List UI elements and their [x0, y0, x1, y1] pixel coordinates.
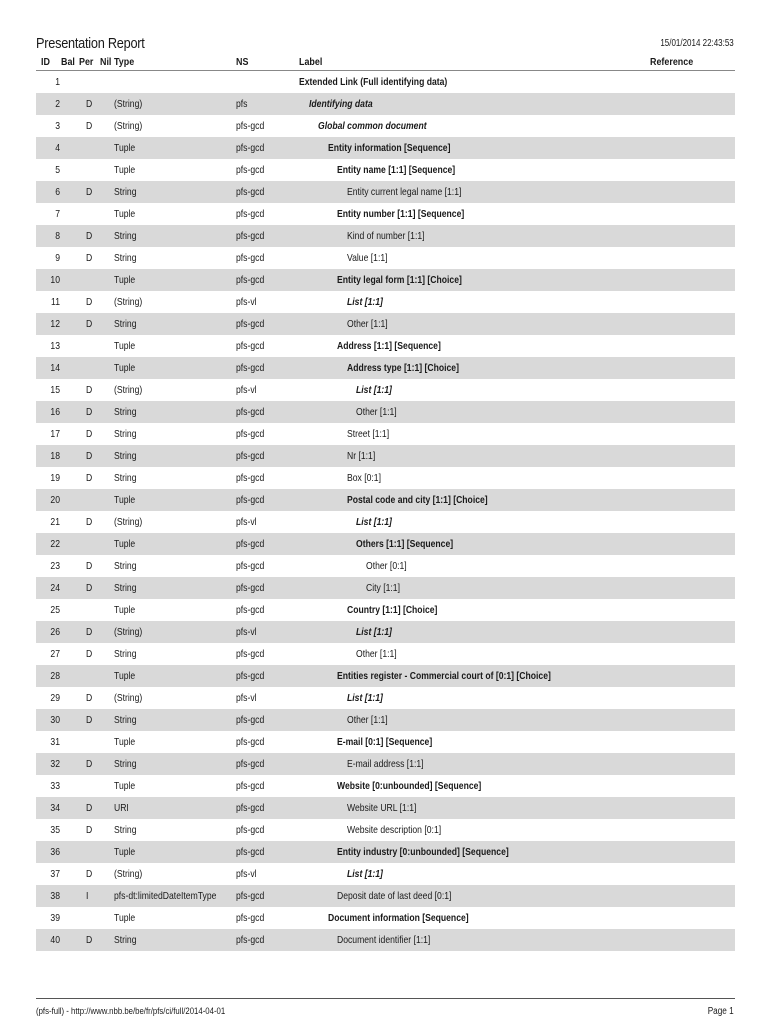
- row-bal: D: [86, 692, 93, 704]
- row-ns: pfs-gcd: [236, 846, 265, 858]
- row-id: 38: [50, 890, 60, 902]
- table-row: [36, 379, 735, 401]
- row-bal: D: [86, 186, 93, 198]
- row-type: (String): [114, 516, 143, 528]
- row-label: List [1:1]: [346, 868, 383, 880]
- row-bal: D: [86, 824, 93, 836]
- row-id: 23: [50, 560, 60, 572]
- table-row: [36, 599, 735, 621]
- row-id: 16: [50, 406, 60, 418]
- row-id: 29: [50, 692, 60, 704]
- row-label: Extended Link (Full identifying data): [299, 76, 448, 88]
- row-label: Website description [0:1]: [346, 824, 441, 836]
- row-type: pfs-dt:limitedDateItemType: [114, 890, 217, 902]
- row-ns: pfs-gcd: [236, 318, 265, 330]
- col-per: Per: [79, 56, 94, 68]
- row-ns: pfs-gcd: [236, 142, 265, 154]
- row-type: (String): [114, 120, 143, 132]
- row-type: (String): [114, 296, 143, 308]
- row-ns: pfs-gcd: [236, 120, 265, 132]
- row-bal: D: [86, 648, 93, 660]
- row-ns: pfs-gcd: [236, 186, 265, 198]
- row-label: Postal code and city [1:1] [Choice]: [346, 494, 488, 506]
- row-ns: pfs-gcd: [236, 802, 265, 814]
- row-type: String: [114, 560, 137, 572]
- row-bal: D: [86, 758, 93, 770]
- table-row: [36, 775, 735, 797]
- row-ns: pfs-gcd: [236, 780, 265, 792]
- row-label: Website URL [1:1]: [346, 802, 416, 814]
- row-type: String: [114, 714, 137, 726]
- row-ns: pfs-gcd: [236, 934, 265, 946]
- row-label: Entity information [Sequence]: [327, 142, 450, 154]
- row-type: (String): [114, 868, 143, 880]
- table-row: [36, 159, 735, 181]
- row-ns: pfs-vl: [236, 384, 257, 396]
- row-bal: D: [86, 472, 93, 484]
- col-ns: NS: [236, 56, 249, 68]
- row-bal: D: [86, 384, 93, 396]
- row-id: 40: [50, 934, 60, 946]
- row-label: Value [1:1]: [346, 252, 388, 264]
- row-type: (String): [114, 384, 143, 396]
- row-type: Tuple: [114, 164, 136, 176]
- table-row: [36, 885, 735, 907]
- row-id: 31: [50, 736, 60, 748]
- row-bal: D: [86, 626, 93, 638]
- row-label: Street [1:1]: [346, 428, 389, 440]
- row-ns: pfs-gcd: [236, 670, 265, 682]
- row-id: 20: [50, 494, 60, 506]
- table-row: [36, 643, 735, 665]
- table-row: [36, 247, 735, 269]
- table-row: [36, 445, 735, 467]
- row-ns: pfs-gcd: [236, 362, 265, 374]
- row-label: E-mail address [1:1]: [346, 758, 424, 770]
- row-label: List [1:1]: [356, 626, 392, 638]
- row-bal: D: [86, 450, 93, 462]
- row-id: 13: [50, 340, 60, 352]
- row-label: E-mail [0:1] [Sequence]: [337, 736, 433, 748]
- row-ns: pfs: [236, 98, 248, 110]
- row-ns: pfs-vl: [236, 296, 257, 308]
- row-bal: D: [86, 868, 93, 880]
- row-label: Website [0:unbounded] [Sequence]: [337, 780, 482, 792]
- row-ns: pfs-gcd: [236, 824, 265, 836]
- row-label: Entity name [1:1] [Sequence]: [337, 164, 456, 176]
- table-row: [36, 555, 735, 577]
- row-label: Kind of number [1:1]: [346, 230, 425, 242]
- table-row: [36, 863, 735, 885]
- row-type: String: [114, 428, 137, 440]
- row-id: 6: [55, 186, 60, 198]
- row-id: 7: [55, 208, 60, 220]
- row-label: Nr [1:1]: [346, 450, 375, 462]
- row-label: Entity current legal name [1:1]: [346, 186, 461, 198]
- table-row: [36, 687, 735, 709]
- row-label: Identifying data: [308, 98, 373, 110]
- row-id: 24: [50, 582, 60, 594]
- row-label: Entities register - Commercial court of [0:1] [Choice]: [337, 670, 551, 682]
- row-id: 9: [55, 252, 60, 264]
- table-row: [36, 665, 735, 687]
- row-bal: D: [86, 516, 93, 528]
- row-ns: pfs-gcd: [236, 252, 265, 264]
- table-row: [36, 225, 735, 247]
- row-label: Other [1:1]: [356, 406, 397, 418]
- row-ns: pfs-gcd: [236, 208, 265, 220]
- row-ns: pfs-gcd: [236, 428, 265, 440]
- row-type: (String): [114, 626, 143, 638]
- table-row: [36, 313, 735, 335]
- row-type: Tuple: [114, 846, 136, 858]
- row-bal: D: [86, 582, 93, 594]
- row-id: 21: [50, 516, 60, 528]
- row-type: String: [114, 450, 137, 462]
- row-type: String: [114, 472, 137, 484]
- table-row: [36, 71, 735, 93]
- row-ns: pfs-gcd: [236, 582, 265, 594]
- row-type: String: [114, 934, 137, 946]
- table-row: [36, 291, 735, 313]
- table-row: [36, 797, 735, 819]
- row-type: Tuple: [114, 780, 136, 792]
- row-type: Tuple: [114, 208, 136, 220]
- row-ns: pfs-gcd: [236, 472, 265, 484]
- row-id: 3: [55, 120, 60, 132]
- table-row: [36, 335, 735, 357]
- row-label: Other [1:1]: [356, 648, 397, 660]
- row-id: 5: [55, 164, 60, 176]
- row-label: List [1:1]: [346, 296, 383, 308]
- row-ns: pfs-gcd: [236, 164, 265, 176]
- report-title: Presentation Report: [36, 35, 145, 52]
- table-row: [36, 577, 735, 599]
- row-type: URI: [114, 802, 129, 814]
- table-row: [36, 93, 735, 115]
- row-id: 1: [55, 76, 60, 88]
- col-nil: Nil: [100, 56, 112, 68]
- table-row: [36, 401, 735, 423]
- row-ns: pfs-gcd: [236, 604, 265, 616]
- row-bal: D: [86, 318, 93, 330]
- row-ns: pfs-gcd: [236, 890, 265, 902]
- row-label: Document identifier [1:1]: [337, 934, 431, 946]
- row-type: Tuple: [114, 670, 136, 682]
- row-bal: D: [86, 428, 93, 440]
- row-label: Box [0:1]: [346, 472, 381, 484]
- row-id: 4: [55, 142, 60, 154]
- table-row: [36, 181, 735, 203]
- row-id: 18: [50, 450, 60, 462]
- row-id: 33: [50, 780, 60, 792]
- row-type: Tuple: [114, 362, 136, 374]
- table-row: [36, 115, 735, 137]
- report-date: 15/01/2014 22:43:53: [660, 38, 734, 49]
- row-id: 30: [50, 714, 60, 726]
- row-id: 11: [51, 296, 60, 308]
- row-ns: pfs-gcd: [236, 736, 265, 748]
- row-label: List [1:1]: [356, 384, 392, 396]
- row-ns: pfs-gcd: [236, 340, 265, 352]
- row-id: 28: [50, 670, 60, 682]
- row-type: Tuple: [114, 274, 136, 286]
- col-type: Type: [114, 56, 135, 68]
- page-number: Page 1: [708, 1006, 734, 1017]
- col-id: ID: [41, 56, 50, 68]
- col-reference: Reference: [650, 56, 694, 68]
- table-row: [36, 819, 735, 841]
- row-bal: I: [86, 890, 89, 902]
- row-label: Global common document: [318, 120, 427, 132]
- table-row: [36, 753, 735, 775]
- report-table: [36, 71, 735, 951]
- table-row: [36, 269, 735, 291]
- row-ns: pfs-gcd: [236, 494, 265, 506]
- row-type: Tuple: [114, 340, 136, 352]
- row-type: String: [114, 406, 137, 418]
- row-type: String: [114, 758, 137, 770]
- row-id: 10: [50, 274, 60, 286]
- row-id: 14: [50, 362, 60, 374]
- row-bal: D: [86, 98, 93, 110]
- row-label: Country [1:1] [Choice]: [346, 604, 437, 616]
- table-row: [36, 467, 735, 489]
- row-ns: pfs-gcd: [236, 406, 265, 418]
- row-label: Entity legal form [1:1] [Choice]: [337, 274, 462, 286]
- row-bal: D: [86, 406, 93, 418]
- row-ns: pfs-gcd: [236, 912, 265, 924]
- table-row: [36, 423, 735, 445]
- row-id: 12: [50, 318, 60, 330]
- row-ns: pfs-vl: [236, 626, 257, 638]
- row-label: Document information [Sequence]: [327, 912, 469, 924]
- row-label: Other [1:1]: [346, 318, 388, 330]
- row-id: 35: [50, 824, 60, 836]
- row-type: Tuple: [114, 538, 136, 550]
- row-label: Other [0:1]: [365, 560, 407, 572]
- row-bal: D: [86, 560, 93, 572]
- row-label: Others [1:1] [Sequence]: [356, 538, 454, 550]
- row-ns: pfs-gcd: [236, 714, 265, 726]
- row-id: 36: [50, 846, 60, 858]
- table-row: [36, 533, 735, 555]
- row-type: String: [114, 252, 137, 264]
- row-ns: pfs-vl: [236, 692, 257, 704]
- table-row: [36, 709, 735, 731]
- col-bal: Bal: [61, 56, 75, 68]
- row-label: Entity number [1:1] [Sequence]: [337, 208, 465, 220]
- row-id: 2: [55, 98, 60, 110]
- row-type: String: [114, 318, 137, 330]
- row-id: 32: [50, 758, 60, 770]
- row-id: 26: [50, 626, 60, 638]
- table-row: [36, 621, 735, 643]
- row-label: Entity industry [0:unbounded] [Sequence]: [337, 846, 509, 858]
- row-type: String: [114, 230, 137, 242]
- row-label: Other [1:1]: [346, 714, 388, 726]
- row-type: String: [114, 582, 137, 594]
- row-bal: D: [86, 230, 93, 242]
- row-bal: D: [86, 120, 93, 132]
- row-type: Tuple: [114, 912, 136, 924]
- row-type: String: [114, 648, 137, 660]
- row-id: 27: [50, 648, 60, 660]
- row-label: Deposit date of last deed [0:1]: [337, 890, 452, 902]
- row-ns: pfs-gcd: [236, 230, 265, 242]
- table-row: [36, 489, 735, 511]
- row-ns: pfs-gcd: [236, 450, 265, 462]
- row-ns: pfs-gcd: [236, 274, 265, 286]
- row-type: (String): [114, 98, 143, 110]
- table-row: [36, 731, 735, 753]
- table-row: [36, 907, 735, 929]
- row-type: Tuple: [114, 604, 136, 616]
- row-ns: pfs-gcd: [236, 538, 265, 550]
- row-bal: D: [86, 296, 93, 308]
- row-type: (String): [114, 692, 143, 704]
- row-id: 19: [50, 472, 60, 484]
- row-ns: pfs-gcd: [236, 648, 265, 660]
- row-ns: pfs-gcd: [236, 560, 265, 572]
- table-row: [36, 357, 735, 379]
- row-bal: D: [86, 802, 93, 814]
- table-row: [36, 137, 735, 159]
- row-id: 22: [50, 538, 60, 550]
- row-label: List [1:1]: [346, 692, 383, 704]
- row-ns: pfs-vl: [236, 516, 257, 528]
- table-header: [36, 56, 735, 69]
- table-row: [36, 841, 735, 863]
- row-bal: D: [86, 252, 93, 264]
- row-type: Tuple: [114, 494, 136, 506]
- row-type: String: [114, 824, 137, 836]
- row-label: City [1:1]: [365, 582, 400, 594]
- row-ns: pfs-vl: [236, 868, 257, 880]
- row-type: Tuple: [114, 736, 136, 748]
- row-type: String: [114, 186, 137, 198]
- row-ns: pfs-gcd: [236, 758, 265, 770]
- table-row: [36, 511, 735, 533]
- footer-source: (pfs-full) - http://www.nbb.be/be/fr/pfs/ci/full/2014-04-01: [36, 1006, 226, 1017]
- row-label: Address type [1:1] [Choice]: [346, 362, 459, 374]
- row-id: 39: [50, 912, 60, 924]
- row-type: Tuple: [114, 142, 136, 154]
- row-id: 15: [50, 384, 60, 396]
- table-row: [36, 929, 735, 951]
- row-id: 37: [50, 868, 60, 880]
- table-row: [36, 203, 735, 225]
- col-label: Label: [299, 56, 323, 68]
- row-id: 34: [50, 802, 60, 814]
- row-id: 8: [55, 230, 60, 242]
- row-label: Address [1:1] [Sequence]: [337, 340, 441, 352]
- row-bal: D: [86, 714, 93, 726]
- row-id: 25: [50, 604, 60, 616]
- row-label: List [1:1]: [356, 516, 392, 528]
- row-id: 17: [50, 428, 60, 440]
- footer-divider: [36, 998, 735, 999]
- row-bal: D: [86, 934, 93, 946]
